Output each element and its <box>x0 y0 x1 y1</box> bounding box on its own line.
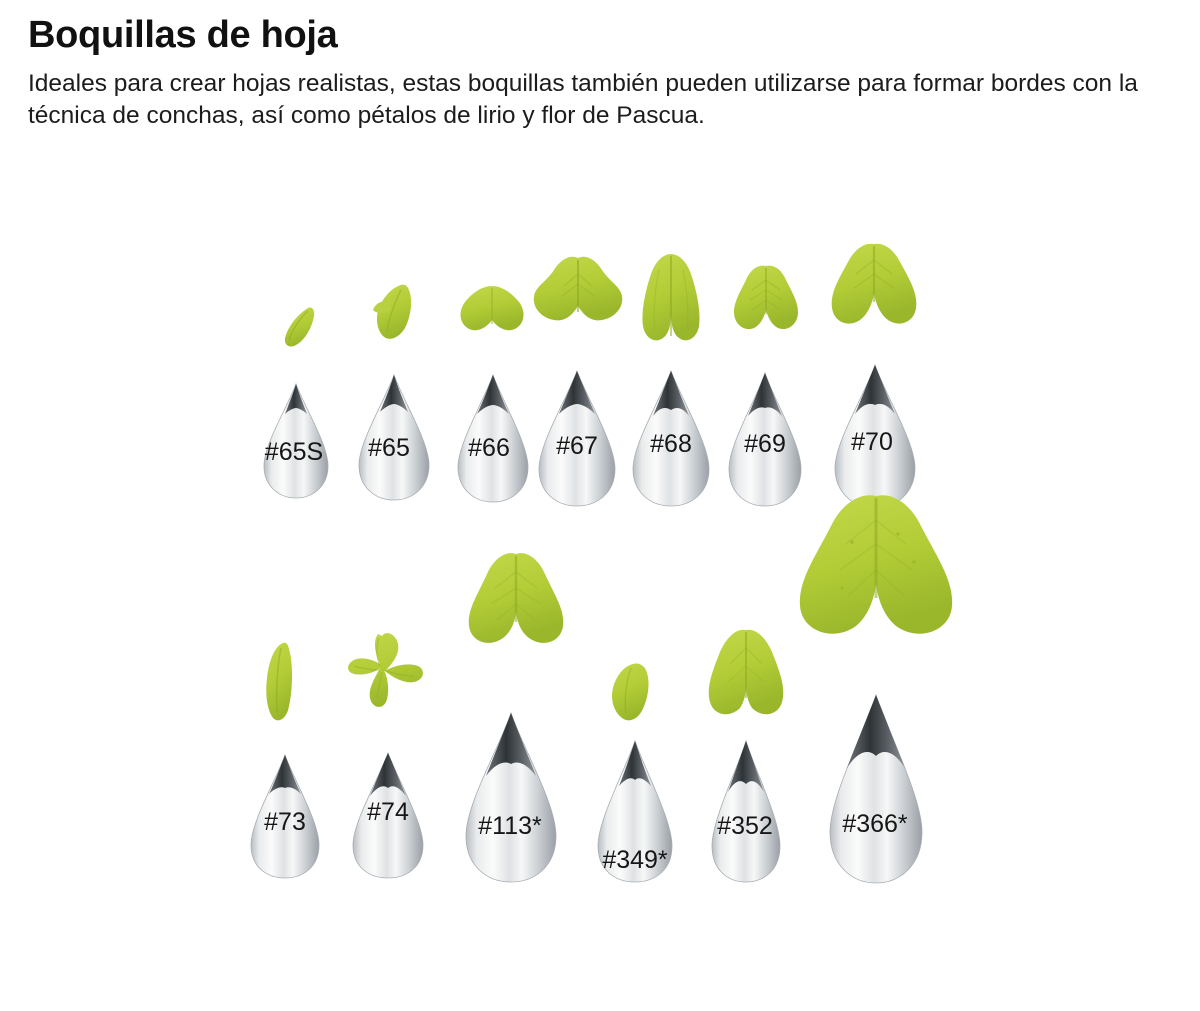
icing-sample-113 <box>455 548 577 658</box>
tip-label-352: #352 <box>717 812 773 840</box>
nozzle-body-113 <box>459 708 563 884</box>
tip-67[interactable] <box>522 252 632 508</box>
icing-sample-74 <box>332 628 436 722</box>
tip-label-113: #113* <box>478 812 542 840</box>
tip-label-69: #69 <box>744 430 786 458</box>
tip-label-67: #67 <box>556 432 598 460</box>
tip-label-349: #349* <box>602 846 668 874</box>
tip-69[interactable] <box>712 252 818 508</box>
tip-68[interactable] <box>617 250 725 508</box>
tip-label-65: #65 <box>368 434 410 462</box>
icing-sample-68 <box>625 250 717 350</box>
page-description: Ideales para crear hojas realistas, estas boquillas también pueden utilizarse para formar bordes con la técnica de conchas, así como pétalos de lirio y flor de Pascua. <box>28 69 1138 130</box>
tip-label-74: #74 <box>367 798 409 826</box>
tip-label-366: #366* <box>842 810 908 838</box>
nozzle-body-366 <box>823 690 929 886</box>
tip-label-66: #66 <box>468 434 510 462</box>
icing-sample-349 <box>604 660 662 724</box>
icing-sample-70 <box>822 240 926 340</box>
icing-sample-65 <box>367 282 423 346</box>
icing-sample-67 <box>526 252 630 344</box>
icing-sample-352 <box>700 626 792 722</box>
icing-sample-66 <box>455 282 529 336</box>
tip-366[interactable] <box>790 490 960 886</box>
tip-73[interactable] <box>235 640 335 880</box>
tip-label-68: #68 <box>650 430 692 458</box>
icing-sample-366 <box>790 490 960 646</box>
icing-sample-65s <box>278 304 322 352</box>
icing-sample-73 <box>261 640 301 724</box>
icing-sample-69 <box>726 262 806 342</box>
tip-352[interactable] <box>690 626 800 884</box>
tip-70[interactable] <box>812 240 932 510</box>
tip-label-70: #70 <box>851 428 893 456</box>
tip-65[interactable] <box>345 282 441 502</box>
tip-113[interactable] <box>445 548 575 884</box>
tip-65s[interactable] <box>248 300 340 500</box>
tip-74[interactable] <box>335 628 441 880</box>
nozzle-body-352 <box>706 736 786 884</box>
tip-label-73: #73 <box>264 808 306 836</box>
tip-349[interactable] <box>580 660 690 884</box>
page-title: Boquillas de hoja <box>28 14 338 56</box>
tip-label-65s: #65S <box>264 438 324 466</box>
